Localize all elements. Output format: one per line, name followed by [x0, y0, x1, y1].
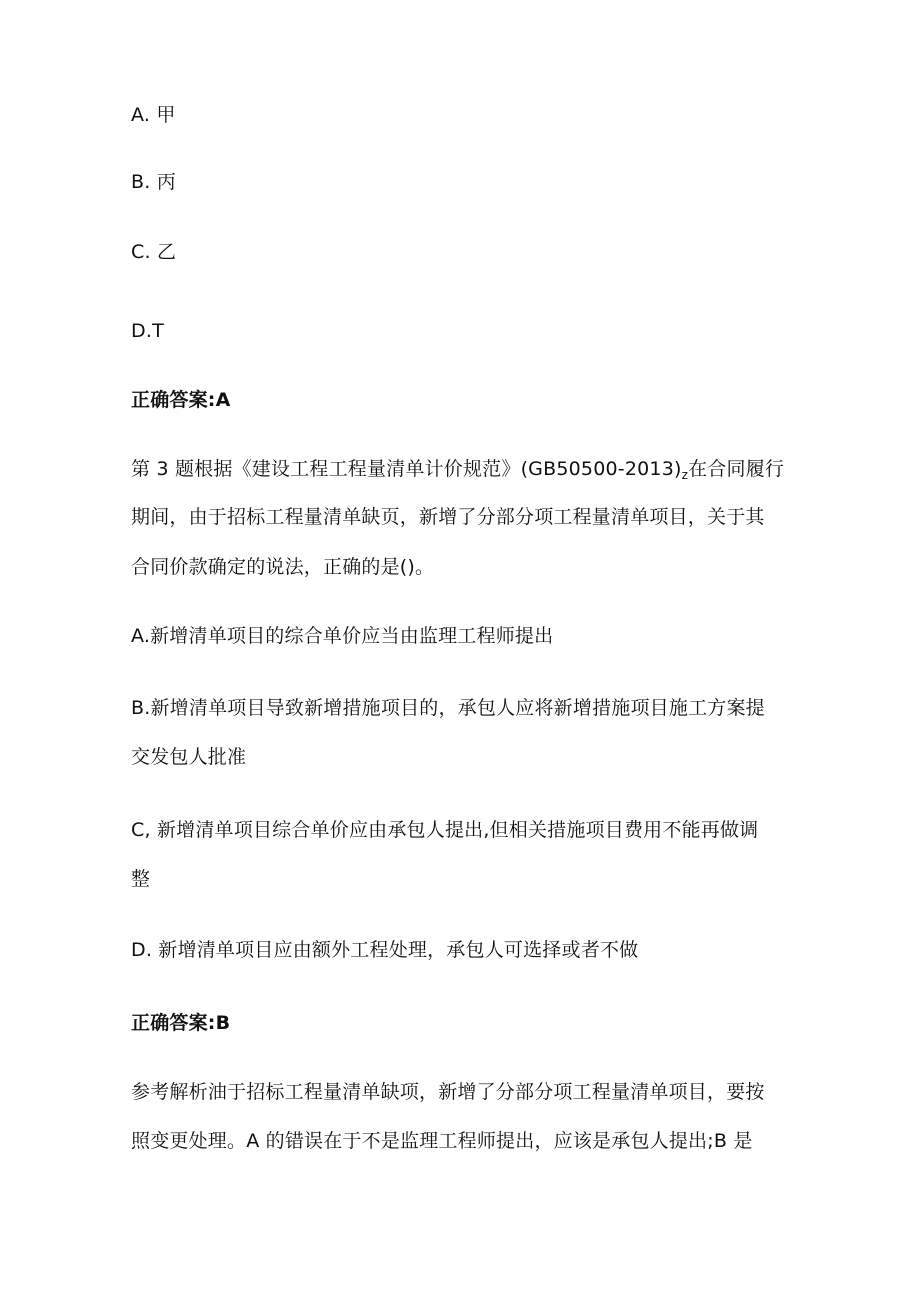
q3-option-d: D. 新增清单项目应由额外工程处理，承包人可选择或者不做: [131, 939, 639, 961]
q3-stem-line-1-tail: 在合同履行: [688, 458, 785, 480]
q3-option-c-line-1: C, 新增清单项目综合单价应由承包人提出,但相关措施项目费用不能再做调: [131, 819, 759, 841]
q3-stem-line-3: 合同价款确定的说法，正确的是()。: [131, 556, 435, 578]
q3-option-b-line-1: B.新增清单项目导致新增措施项目的，承包人应将新增措施项目施工方案提: [131, 697, 765, 719]
q3-option-c-line-2: 整: [131, 868, 151, 890]
q2-option-b: B. 丙: [131, 171, 176, 193]
q3-option-a: A.新增清单项目的综合单价应当由监理工程师提出: [131, 625, 554, 647]
q3-correct-answer: 正确答案:B: [131, 1012, 231, 1034]
q3-stem-line-1-subscript: z: [681, 468, 689, 482]
q3-analysis-line-2: 照变更处理。A 的错误在于不是监理工程师提出，应该是承包人提出;B 是: [131, 1130, 753, 1152]
q3-stem-line-1-main: 第 3 题根据《建设工程工程量清单计价规范》(GB50500-2013): [131, 458, 682, 480]
q2-option-c: C. 乙: [131, 241, 177, 263]
q3-stem-line-2: 期间，由于招标工程量清单缺页，新增了分部分项工程量清单项目，关于其: [131, 506, 765, 528]
q2-option-d: D.T: [131, 320, 164, 342]
q3-stem-line-1: [131, 457, 796, 487]
q2-option-a: A. 甲: [131, 104, 176, 126]
q3-analysis-line-1: 参考解析油于招标工程量清单缺项，新增了分部分项工程量清单项目，要按: [131, 1081, 765, 1103]
q3-option-b-line-2: 交发包人批准: [131, 746, 247, 768]
q2-correct-answer: 正确答案:A: [131, 389, 231, 411]
